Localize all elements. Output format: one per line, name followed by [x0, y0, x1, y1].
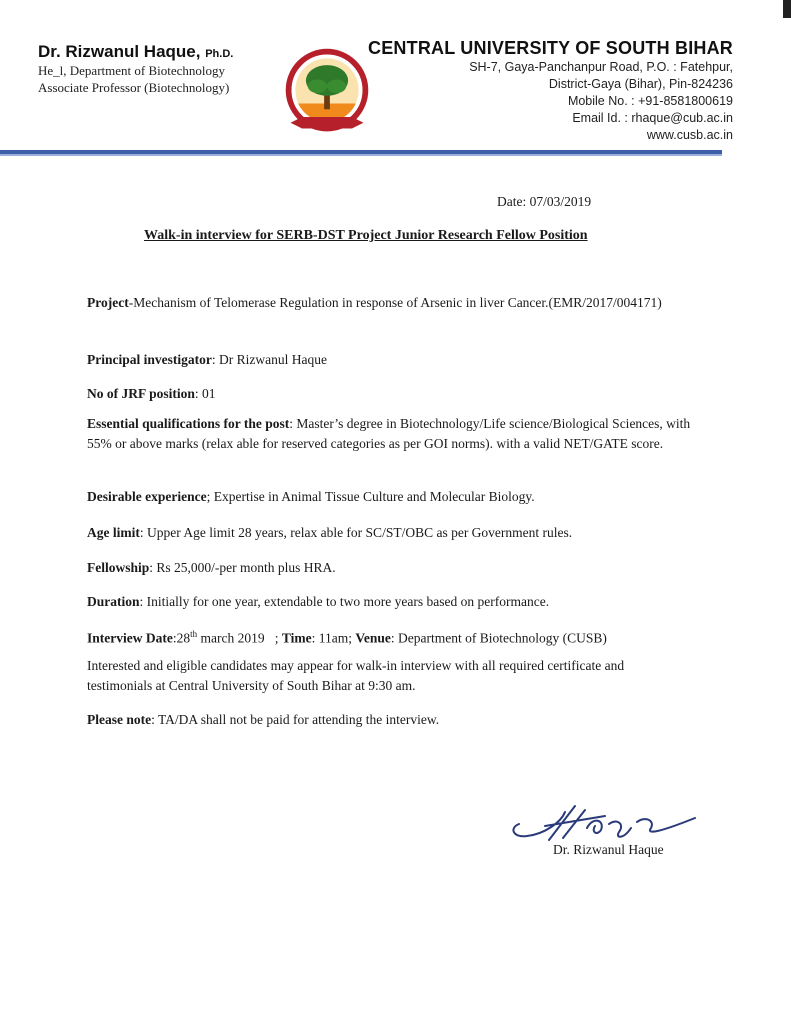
experience-value: ; Expertise in Animal Tissue Culture and Molecular Biology.	[206, 489, 535, 504]
letterhead-sender	[38, 42, 233, 96]
venue-label: Venue	[355, 630, 391, 646]
experience-label: Desirable experience	[87, 489, 207, 504]
mobile-number: Mobile No. : +91-8581800619	[567, 94, 733, 108]
scan-edge-mark	[783, 0, 791, 18]
interview-date-suffix: th	[190, 629, 198, 639]
interview-month: march 2019	[197, 630, 265, 646]
pi-paragraph	[87, 350, 692, 370]
interview-paragraph	[87, 624, 692, 649]
interview-date: :28	[172, 630, 191, 646]
fellowship-label: Fellowship	[87, 560, 150, 575]
time-value: : 11am;	[311, 630, 356, 646]
experience-paragraph	[87, 487, 692, 507]
sender-name-text: Dr. Rizwanul Haque,	[38, 42, 201, 61]
fellowship-value: : Rs 25,000/-per month plus HRA.	[149, 560, 336, 575]
project-paragraph	[87, 293, 692, 313]
header-divider	[0, 150, 722, 154]
signatory-name: Dr. Rizwanul Haque	[553, 842, 664, 857]
letterhead-institution	[368, 38, 733, 144]
note-value: : TA/DA shall not be paid for attending the interview.	[151, 712, 440, 727]
age-paragraph	[87, 523, 692, 543]
project-value: -Mechanism of Telomerase Regulation in response of Arsenic in liver Cancer.(EMR/2017/004171)	[128, 295, 662, 310]
interested-paragraph: Interested and eligible candidates may appear for walk-in interview with all required certificate and testimonials at Central University of South Bihar at 9:30 am.	[87, 658, 625, 693]
age-value: : Upper Age limit 28 years, relax able for SC/ST/OBC as per Government rules.	[139, 525, 573, 540]
project-label: Project	[87, 295, 129, 310]
address-line-2: District-Gaya (Bihar), Pin-824236	[548, 77, 733, 91]
qualification-label: Essential qualifications for the post	[87, 416, 290, 431]
pi-value: : Dr Rizwanul Haque	[211, 352, 327, 367]
time-label: Time	[281, 630, 312, 646]
duration-paragraph	[87, 592, 692, 612]
sender-degree: Ph.D.	[205, 48, 234, 60]
university-logo	[278, 44, 376, 140]
university-name: CENTRAL UNIVERSITY OF SOUTH BIHAR	[368, 38, 733, 58]
document-date: Date: 07/03/2019	[497, 194, 592, 209]
sender-position: Associate Professor (Biotechnology)	[38, 80, 230, 95]
document-title: Walk-in interview for SERB-DST Project Junior Research Fellow Position	[144, 228, 588, 243]
sender-designation: He_l, Department of Biotechnology	[38, 63, 226, 78]
note-paragraph	[87, 710, 692, 730]
fellowship-paragraph	[87, 558, 692, 578]
time-separator: ;	[264, 630, 282, 646]
jrf-paragraph	[87, 384, 692, 404]
address-line-1: SH-7, Gaya-Panchanpur Road, P.O. : Fatehpur,	[469, 60, 733, 74]
venue-value: : Department of Biotechnology (CUSB)	[390, 630, 607, 646]
website: www.cusb.ac.in	[646, 128, 733, 142]
qualification-paragraph	[87, 414, 692, 454]
duration-value: : Initially for one year, extendable to two more years based on performance.	[139, 594, 550, 609]
duration-label: Duration	[87, 594, 140, 609]
qualification-value: : Master’s degree in Biotechnology/Life science/Biological Sciences, with 55% or above marks (relax able for reserved categories as per GOI norms). with a valid NET/GATE score.	[87, 416, 691, 451]
email-address: Email Id. : rhaque@cub.ac.in	[572, 111, 733, 125]
pi-label: Principal investigator	[87, 352, 212, 367]
interview-label: Interview Date	[87, 630, 173, 646]
sender-name	[38, 42, 233, 62]
note-label: Please note	[87, 712, 152, 727]
jrf-label: No of JRF position	[87, 386, 195, 401]
age-label: Age limit	[87, 525, 140, 540]
jrf-value: : 01	[194, 386, 216, 401]
